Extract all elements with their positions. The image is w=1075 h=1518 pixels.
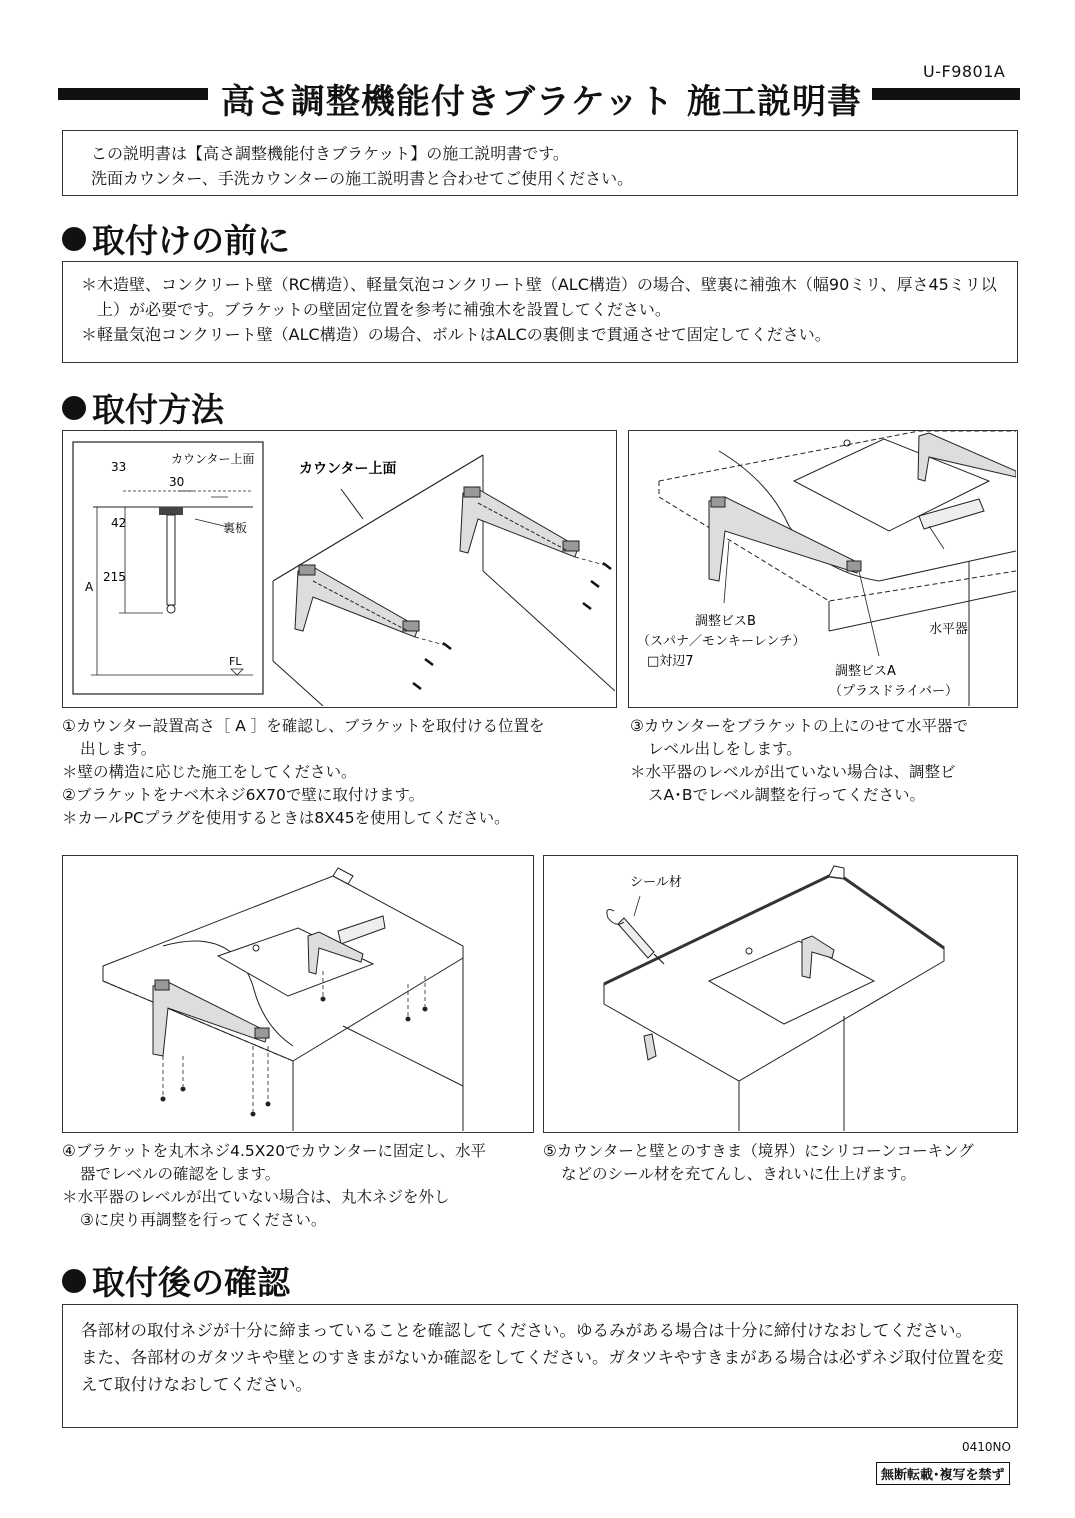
step-4-line-2: 器でレベルの確認をします。 — [80, 1165, 281, 1183]
before-note-1: ＊木造壁、コンクリート壁（RC構造）、軽量気泡コンクリート壁（ALC構造）の場合、壁裏に補強木（幅90ミリ、厚さ45ミリ以上）が必要です。ブラケットの壁固定位置を参考に補強木を設置してください。 — [81, 275, 997, 319]
step-4-note-2: ③に戻り再調整を行ってください。 — [80, 1211, 327, 1229]
figure-counter-fixing-drawing — [63, 856, 532, 1131]
heading-before-install-text: 取付けの前に — [92, 221, 290, 260]
counter-top-small-label: カウンター上面 — [171, 452, 255, 466]
intro-line-2: 洗面カウンター、手洗カウンターの施工説明書と合わせてご使用ください。 — [91, 169, 634, 188]
heading-after-install-text: 取付後の確認 — [92, 1263, 290, 1302]
step-2-note: ＊カールPCプラグを使用するときは8X45を使用してください。 — [62, 809, 510, 827]
step-4-line-1: ④ブラケットを丸木ネジ4.5X20でカウンターに固定し、水平 — [62, 1142, 486, 1160]
dim-42-label: 42 — [111, 516, 127, 530]
figure-bracket-mounting — [62, 430, 617, 708]
heading-install-method-text: 取付方法 — [92, 390, 224, 429]
dim-a-label: A — [85, 580, 94, 594]
heading-install-method — [62, 384, 224, 431]
document-code: 0410NO — [962, 1440, 1011, 1454]
intro-box — [62, 130, 1018, 196]
figure-counter-fixing — [62, 855, 534, 1133]
bullet-dot-icon — [62, 1269, 86, 1293]
step-4-note-1: ＊水平器のレベルが出ていない場合は、丸木ネジを外し — [62, 1188, 450, 1206]
title-bar-left — [58, 88, 208, 100]
figure-bracket-mounting-drawing — [63, 431, 615, 706]
screw-b-size-label: □対辺7 — [647, 654, 694, 669]
step-1-line-1: ①カウンター設置高さ［ A ］を確認し、ブラケットを取付ける位置を — [62, 717, 545, 735]
dim-30-label: 30 — [169, 475, 185, 489]
backboard-label: 裏板 — [223, 521, 248, 535]
dim-215-label: 215 — [103, 570, 126, 584]
before-install-box — [62, 261, 1018, 363]
step-3-note-2: スA･Bでレベル調整を行ってください。 — [648, 786, 925, 804]
step-3-caption — [630, 715, 1020, 807]
after-para-2: また、各部材のガタツキや壁とのすきまがないか確認をしてください。ガタツキやすきまがある場合は必ずネジ取付位置を変えて取付けなおしてください。 — [81, 1348, 1004, 1394]
bullet-dot-icon — [62, 227, 86, 251]
intro-line-1: この説明書は【高さ調整機能付きブラケット】の施工説明書です。 — [91, 144, 569, 163]
step-4-caption — [62, 1140, 542, 1232]
step-3-line-2: レベル出しをします。 — [648, 740, 802, 758]
figure-sealing — [543, 855, 1018, 1133]
step-1-line-2: 出します。 — [80, 740, 157, 758]
screw-a-label: 調整ビスA — [835, 664, 896, 679]
after-install-box — [62, 1304, 1018, 1428]
steps-1-2-caption — [62, 715, 622, 830]
fl-label: FL — [229, 655, 242, 668]
step-3-line-1: ③カウンターをブラケットの上にのせて水平器で — [630, 717, 969, 735]
heading-before-install — [62, 215, 290, 262]
screw-a-tool-label: （プラスドライバー） — [829, 684, 958, 699]
dim-33-label: 33 — [111, 460, 127, 474]
title-bar-right — [872, 88, 1020, 100]
screw-b-label: 調整ビスB — [695, 614, 756, 629]
model-number: U-F9801A — [923, 62, 1006, 81]
step-5-line-2: などのシール材を充てんし、きれいに仕上げます。 — [561, 1165, 916, 1183]
figure-sealing-drawing — [544, 856, 1016, 1131]
page-title: 高さ調整機能付きブラケット 施工説明書 — [220, 82, 863, 122]
step-3-note-1: ＊水平器のレベルが出ていない場合は、調整ビ — [630, 763, 956, 781]
step-5-line-1: ⑤カウンターと壁とのすきま（境界）にシリコーンコーキング — [543, 1142, 974, 1160]
level-label: 水平器 — [929, 622, 969, 637]
counter-top-label: カウンター上面 — [299, 461, 397, 477]
bullet-dot-icon — [62, 396, 86, 420]
screw-b-tool-label: （スパナ／モンキーレンチ） — [637, 634, 806, 649]
figure-counter-leveling — [628, 430, 1018, 708]
after-para-1: 各部材の取付ネジが十分に締まっていることを確認してください。ゆるみがある場合は十分に締付けなおしてください。 — [81, 1321, 972, 1340]
sealant-label: シール材 — [630, 875, 682, 890]
step-2-line-1: ②ブラケットをナベ木ネジ6X70で壁に取付けます。 — [62, 786, 425, 804]
step-1-note: ＊壁の構造に応じた施工をしてください。 — [62, 763, 357, 781]
figure-counter-leveling-drawing — [629, 431, 1016, 706]
heading-after-install — [62, 1257, 290, 1304]
step-5-caption — [543, 1140, 1023, 1186]
copyright-stamp: 無断転載･複写を禁ず — [876, 1462, 1010, 1485]
before-note-2: ＊軽量気泡コンクリート壁（ALC構造）の場合、ボルトはALCの裏側まで貫通させて固定してください。 — [81, 325, 831, 344]
